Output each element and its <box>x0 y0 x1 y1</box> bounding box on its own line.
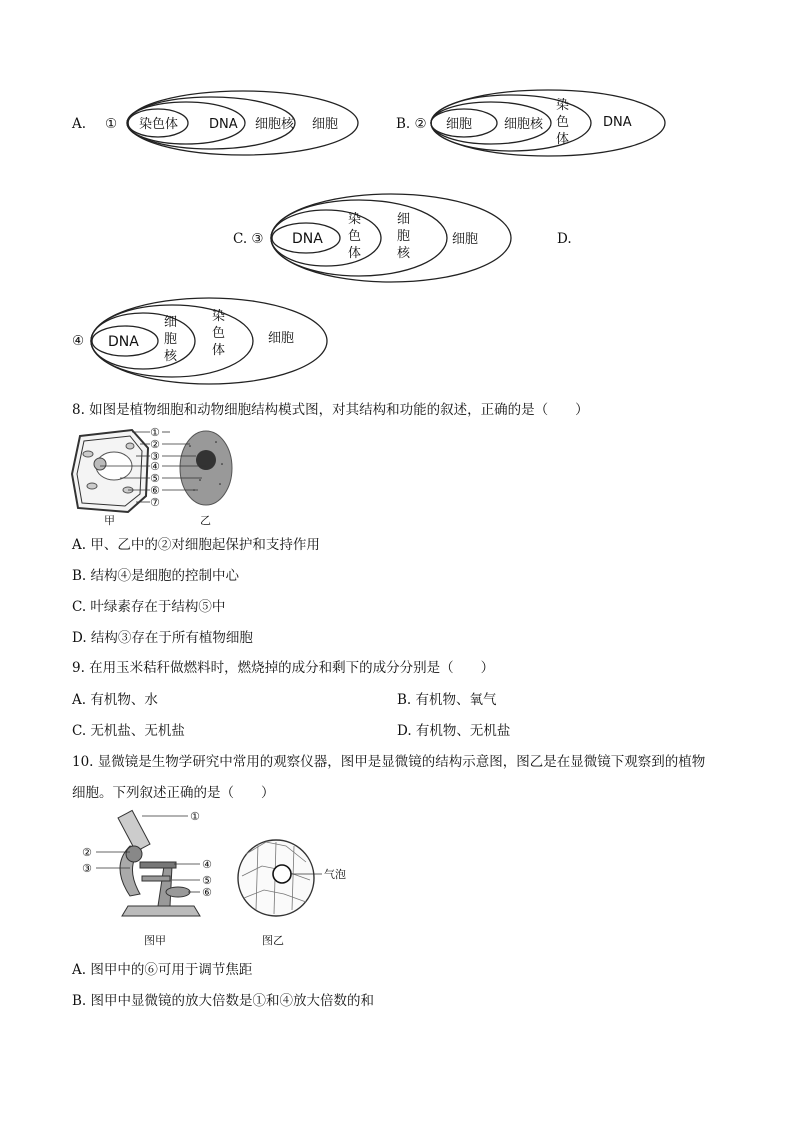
diagram-label: DNA <box>108 334 139 350</box>
q9-option-a: A. 有机物、水 <box>72 692 158 708</box>
q10-option-a: A. 图甲中的⑥可用于调节焦距 <box>72 962 253 978</box>
diagram-label: 核 <box>164 349 178 364</box>
diagram-label: 色 <box>348 229 362 244</box>
diagram-label: 细胞核 <box>255 117 295 132</box>
animal-cell <box>180 431 232 505</box>
diagram-label: 染 <box>212 309 226 324</box>
diagram-label: 体 <box>212 343 226 358</box>
nested-ellipses-diagram-a <box>125 90 365 162</box>
nested-ellipses-diagram-b <box>428 88 670 162</box>
option-letter: A. <box>72 116 87 132</box>
option-number: ① <box>105 116 118 132</box>
option-letter: B. ② <box>396 116 427 132</box>
figure-marker: ⑤ <box>150 472 160 485</box>
diagram-label: 染色体 <box>139 117 179 132</box>
q10-stem-line1: 10. 显微镜是生物学研究中常用的观察仪器，图甲是显微镜的结构示意图，图乙是在显微镜下观察到的植物 <box>72 754 706 770</box>
q7-option-d-letter: D. <box>557 231 572 247</box>
nested-ellipses-diagram-d <box>88 295 332 387</box>
cell-structure-figure <box>70 424 240 528</box>
option-letter: C. ③ <box>233 231 264 247</box>
diagram-label: 细胞 <box>268 331 295 346</box>
bubble-label: 气泡 <box>324 868 346 881</box>
figure-marker: ④ <box>150 460 160 473</box>
q9-option-c: C. 无机盐、无机盐 <box>72 723 185 739</box>
diagram-label: DNA <box>292 231 323 247</box>
figure-marker: ④ <box>202 858 212 871</box>
q9-option-d: D. 有机物、无机盐 <box>397 723 511 739</box>
diagram-label: 体 <box>556 132 570 147</box>
microscope-figure <box>70 806 360 952</box>
nested-ellipses-diagram-c <box>268 192 514 284</box>
figure-caption: 图甲 <box>144 934 166 947</box>
diagram-label: 胞 <box>397 229 411 244</box>
figure-marker: ⑦ <box>150 496 160 509</box>
diagram-label: 胞 <box>164 332 178 347</box>
microscope-drawing <box>118 810 200 916</box>
diagram-label: 细胞 <box>312 117 339 132</box>
diagram-label: 细 <box>397 212 411 227</box>
q8-option-d: D. 结构③存在于所有植物细胞 <box>72 630 253 646</box>
figure-marker: ② <box>150 438 160 451</box>
q8-stem: 8. 如图是植物细胞和动物细胞结构模式图，对其结构和功能的叙述，正确的是（ ） <box>72 402 589 418</box>
diagram-label: DNA <box>209 117 238 132</box>
diagram-label: 核 <box>397 246 411 261</box>
q9-option-b: B. 有机物、氧气 <box>397 692 497 708</box>
figure-marker: ⑤ <box>202 874 212 887</box>
plant-cell <box>72 430 148 512</box>
q8-option-b: B. 结构④是细胞的控制中心 <box>72 568 240 584</box>
diagram-label: 细胞核 <box>504 117 544 132</box>
diagram-label: 色 <box>556 115 570 130</box>
figure-marker: ⑥ <box>150 484 160 497</box>
figure-marker: ⑥ <box>202 886 212 899</box>
diagram-label: 细 <box>164 315 178 330</box>
figure-marker: ③ <box>82 862 92 875</box>
diagram-label: 染 <box>556 98 570 113</box>
q10-option-b: B. 图甲中显微镜的放大倍数是①和④放大倍数的和 <box>72 993 375 1009</box>
figure-marker: ① <box>190 810 200 823</box>
option-number: ④ <box>72 333 85 349</box>
diagram-label: DNA <box>603 115 632 130</box>
q9-stem: 9. 在用玉米秸秆做燃料时，燃烧掉的成分和剩下的成分分别是（ ） <box>72 660 495 676</box>
figure-marker: ① <box>150 426 160 439</box>
microscope-field-of-view <box>238 840 322 916</box>
diagram-label: 体 <box>348 246 362 261</box>
figure-marker: ② <box>82 846 92 859</box>
diagram-label: 细胞 <box>446 117 473 132</box>
diagram-label: 细胞 <box>452 232 479 247</box>
q8-option-c: C. 叶绿素存在于结构⑤中 <box>72 599 226 615</box>
diagram-label: 染 <box>348 212 362 227</box>
figure-caption: 乙 <box>200 514 211 527</box>
diagram-label: 色 <box>212 326 226 341</box>
q8-option-a: A. 甲、乙中的②对细胞起保护和支持作用 <box>72 537 320 553</box>
figure-marker: ③ <box>150 450 160 463</box>
figure-caption: 甲 <box>104 514 115 527</box>
q10-stem-line2: 细胞。下列叙述正确的是（ ） <box>72 785 275 801</box>
figure-caption: 图乙 <box>262 934 284 947</box>
